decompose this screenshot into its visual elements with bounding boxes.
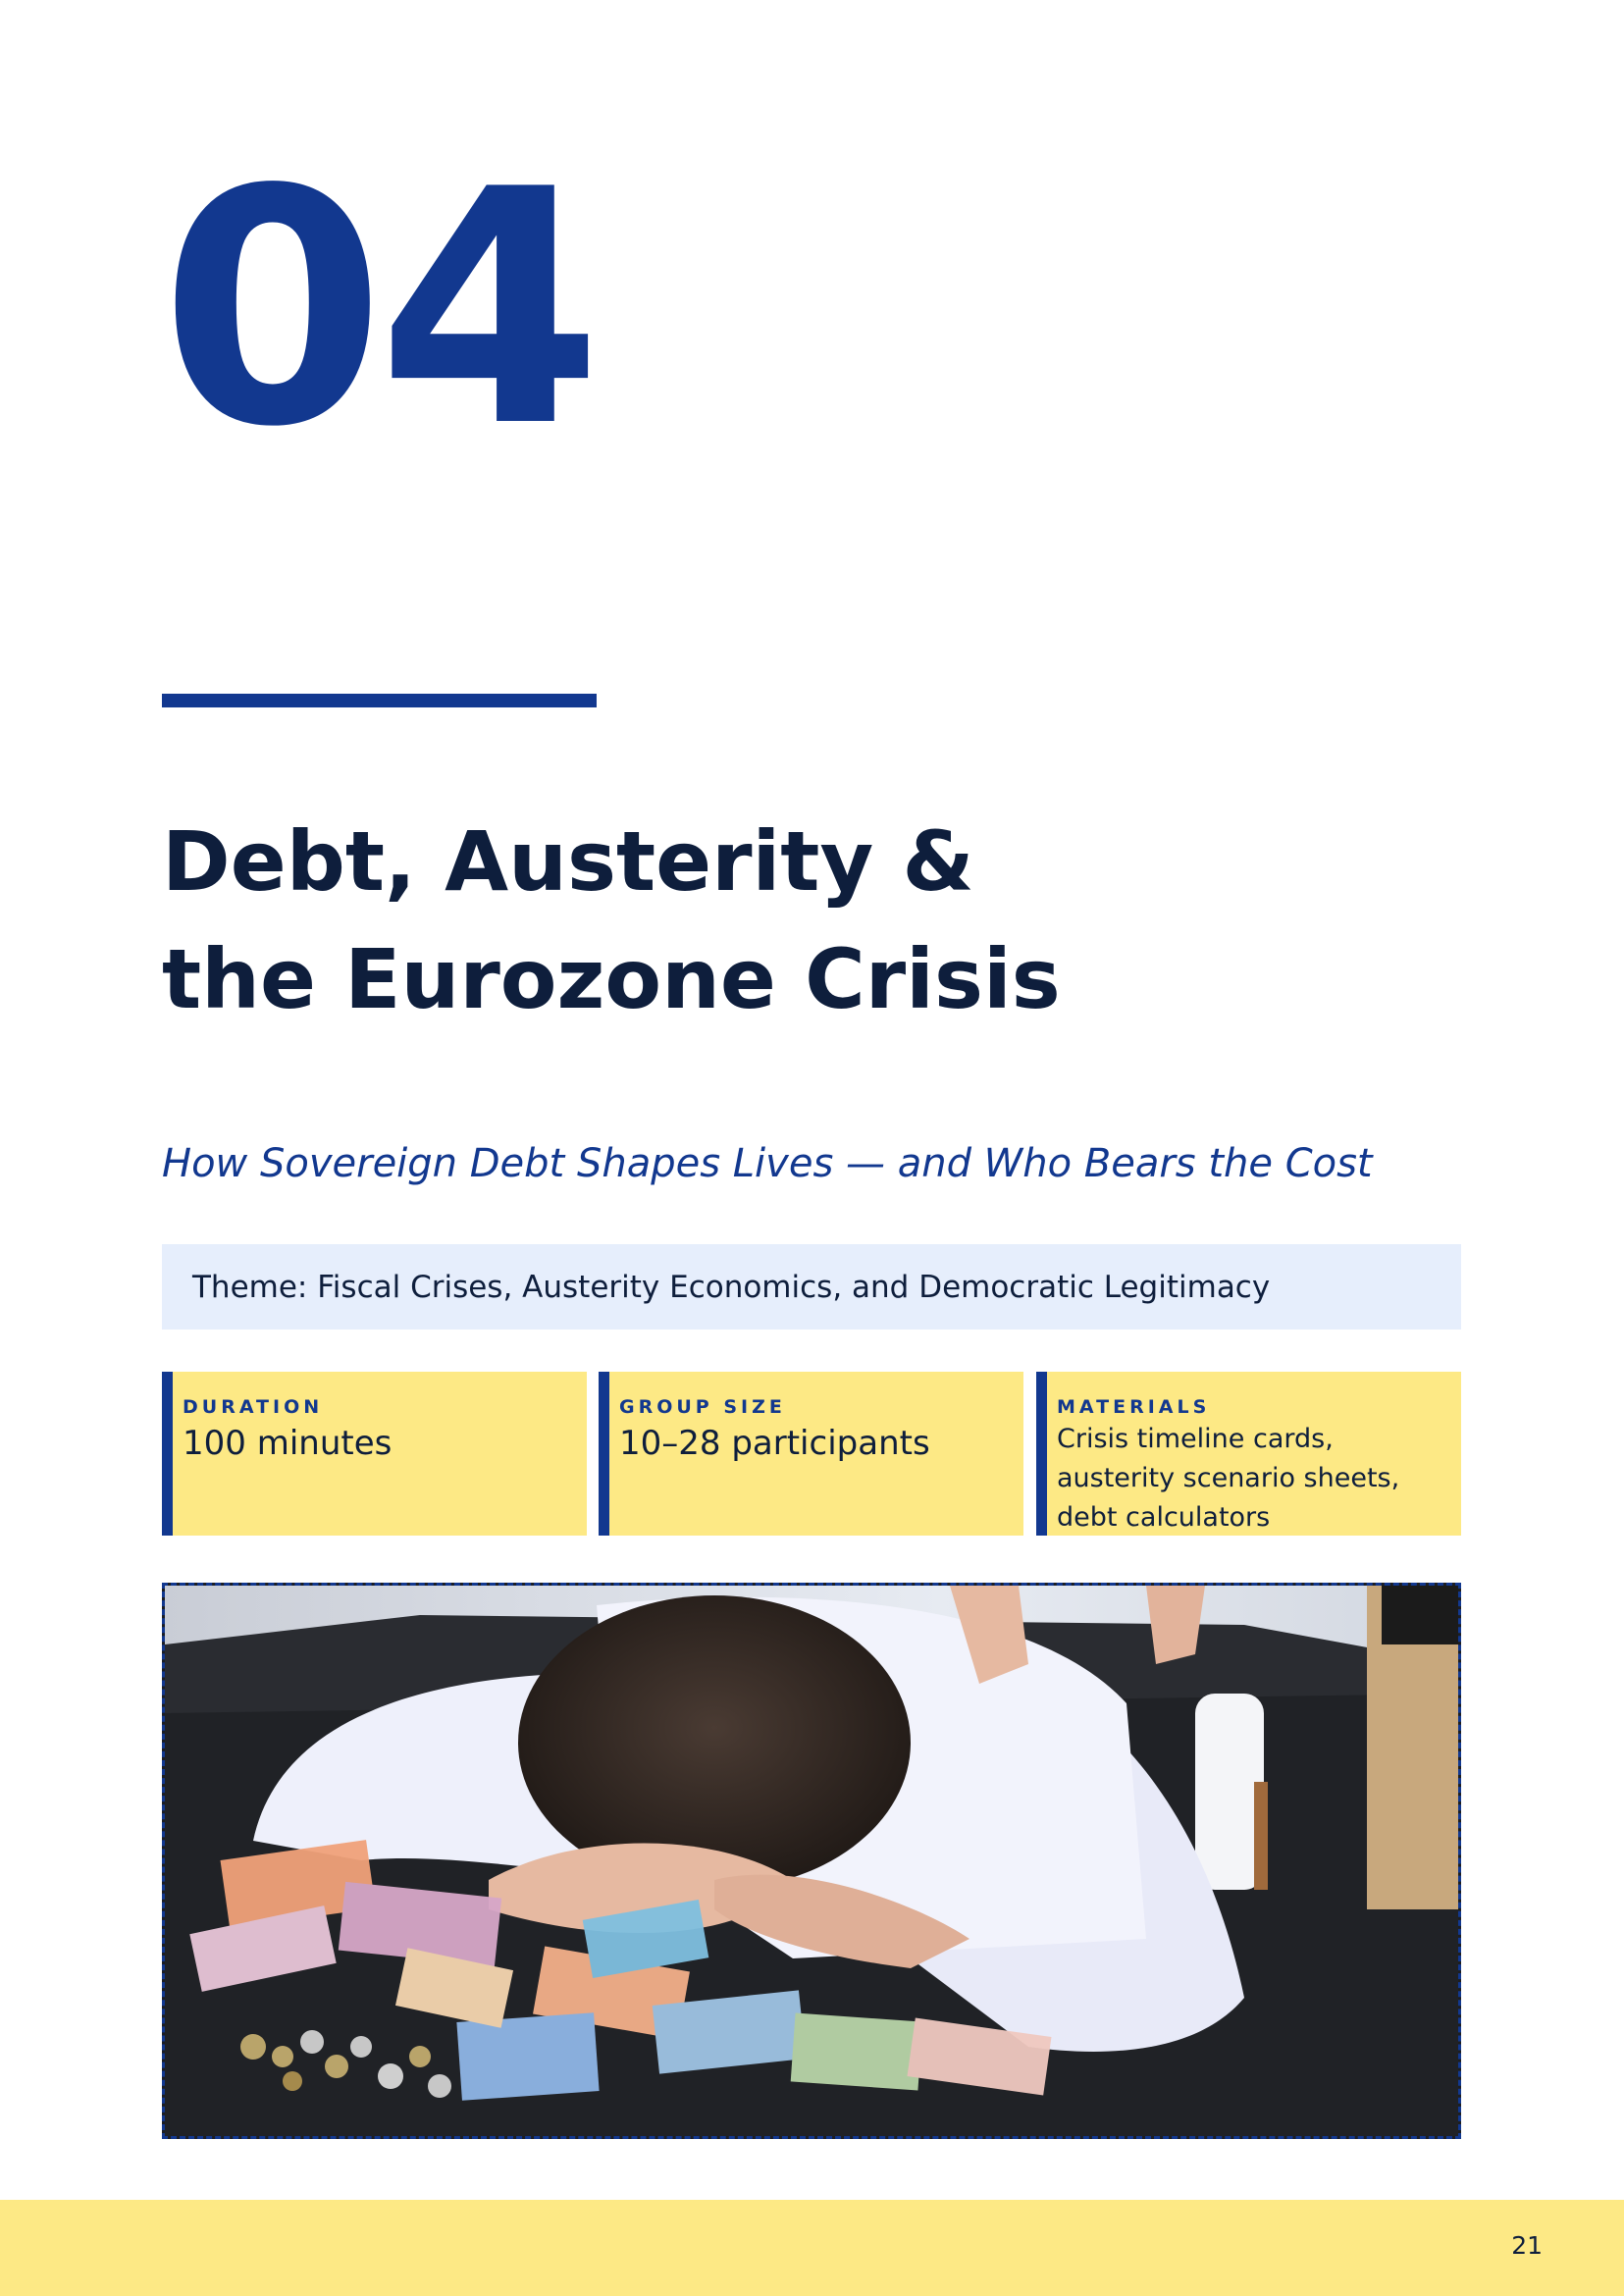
info-card-label: MATERIALS	[1057, 1396, 1211, 1418]
photo-illustration	[165, 1586, 1458, 2136]
theme-text: Theme: Fiscal Crises, Austerity Economics, and Democratic Legitimacy	[192, 1269, 1271, 1305]
title-line-2: the Eurozone Crisis	[162, 931, 1061, 1027]
info-card-value: 10–28 participants	[619, 1424, 930, 1463]
info-card-value: 100 minutes	[183, 1424, 393, 1463]
info-card-duration	[162, 1372, 587, 1536]
info-card-label: DURATION	[183, 1396, 324, 1418]
title-line-1: Debt, Austerity &	[162, 813, 974, 910]
page-number: 21	[1511, 2231, 1543, 2260]
hero-photo	[162, 1583, 1461, 2139]
page-title	[162, 803, 1438, 1038]
title-divider	[162, 694, 597, 707]
theme-banner	[162, 1244, 1461, 1330]
info-card-label: GROUP SIZE	[619, 1396, 786, 1418]
page-subtitle: How Sovereign Debt Shapes Lives — and Who Bears the Cost	[162, 1141, 1373, 1186]
info-card-value: Crisis timeline cards, austerity scenario sheets, debt calculators	[1057, 1424, 1400, 1533]
info-card-materials	[1036, 1372, 1461, 1536]
info-card-group-size	[599, 1372, 1023, 1536]
chapter-number: 04	[160, 121, 596, 497]
page-footer	[0, 2200, 1624, 2296]
